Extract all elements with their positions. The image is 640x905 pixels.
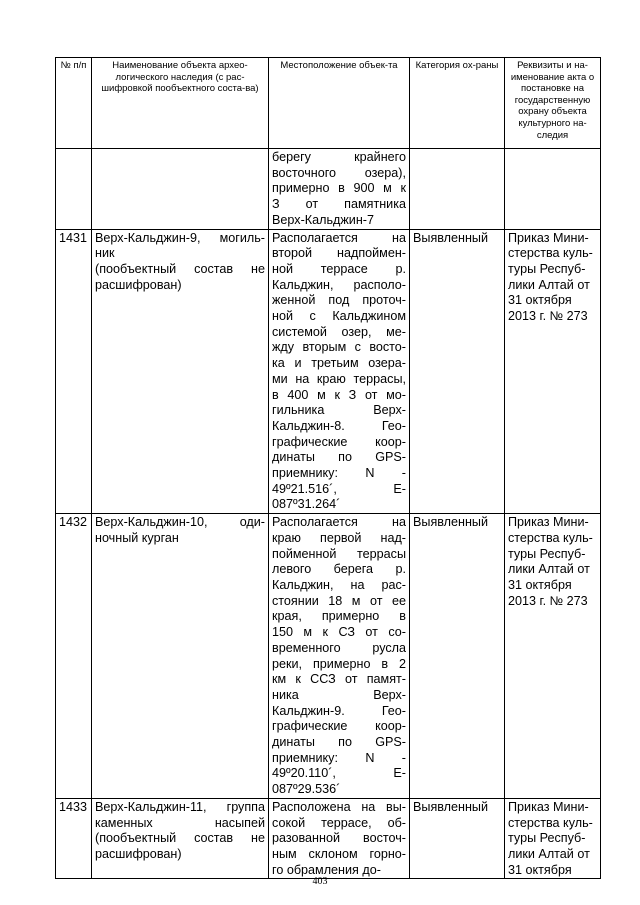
act-details-line: лики Алтай от	[508, 562, 590, 577]
location-line: примерно в 900 м к	[272, 181, 406, 196]
location-line: Кальджин-9. Гео-	[272, 703, 406, 718]
object-name-line: ночный курган	[95, 530, 179, 545]
object-name-line: расшифрован)	[95, 846, 182, 861]
location-line: 087º31.264´	[272, 497, 341, 512]
act-details-line: стерства куль-	[508, 815, 593, 830]
location-line: левого берега р.	[272, 562, 406, 577]
location-line: приемнику: N -	[272, 750, 406, 765]
location-line: ной с Кальджином	[272, 309, 406, 324]
act-details-line: 31 октября	[508, 293, 572, 308]
object-name-line: Верх-Кальджин-11, группа	[95, 799, 265, 814]
location-line: км к ССЗ от памят-	[272, 672, 406, 687]
location-line: ми на краю террасы,	[272, 371, 406, 386]
location-line: 49º21.516´, E-	[272, 481, 406, 496]
table-row	[56, 229, 601, 514]
continuation-location-cell	[269, 149, 410, 230]
location-line: приемнику: N -	[272, 466, 406, 481]
location-line: ка и третьим озера-	[272, 356, 406, 371]
object-name-cell	[92, 514, 269, 799]
location-line: Кальджин, на рас-	[272, 577, 406, 592]
location-line: Располагается на	[272, 230, 406, 245]
act-details-line: Приказ Мини-	[508, 799, 589, 814]
act-details-line: 2013 г. № 273	[508, 309, 588, 324]
act-details-line: 31 октября	[508, 577, 572, 592]
act-details-line: стерства куль-	[508, 246, 593, 261]
location-line: системой озер, ме-	[272, 324, 406, 339]
object-name-line: каменных насыпей	[95, 815, 265, 830]
category-cell: Выявленный	[410, 798, 505, 879]
object-name-cell	[92, 229, 269, 514]
object-name-line: (пообъектный состав не	[95, 261, 265, 276]
header-act-details: Реквизиты и на-именование акта о постановке на государственную охрану объекта культурного на-следия	[505, 58, 601, 149]
location-line: ным склоном горно-	[272, 846, 406, 861]
location-line: 150 м к СЗ от со-	[272, 625, 406, 640]
act-details-line: Приказ Мини-	[508, 230, 589, 245]
category-cell: Выявленный	[410, 229, 505, 514]
header-number: № п/п	[56, 58, 92, 149]
location-line: в 400 м к З от мо-	[272, 387, 406, 402]
page-number: 403	[312, 876, 328, 887]
act-details-line: лики Алтай от	[508, 846, 590, 861]
act-details-line: 2013 г. № 273	[508, 593, 588, 608]
location-line: динаты по GPS-	[272, 735, 406, 750]
object-name-line: расшифрован)	[95, 277, 182, 292]
location-line: 087º29.536´	[272, 782, 341, 797]
continuation-name-cell	[92, 149, 269, 230]
location-line: стоянии 18 м от ее	[272, 593, 406, 608]
act-details-line: туры Респуб-	[508, 831, 586, 846]
row-number-cell: 1432	[56, 514, 92, 799]
location-cell	[269, 514, 410, 799]
location-line: берегу крайнего	[272, 150, 406, 164]
act-details-line: туры Респуб-	[508, 261, 586, 276]
location-line: жду вторым с восто-	[272, 340, 406, 355]
act-details-line: Приказ Мини-	[508, 515, 589, 530]
continuation-category-cell	[410, 149, 505, 230]
location-line: реки, примерно в 2	[272, 656, 406, 671]
location-line: разованной восточ-	[272, 831, 406, 846]
location-line: З от памятника	[272, 197, 406, 212]
location-line: второй надпоймен-	[272, 246, 406, 261]
header-category: Категория ох-раны	[410, 58, 505, 149]
location-line: графические коор-	[272, 434, 406, 449]
location-line: Верх-Кальджин-7	[272, 212, 374, 227]
act-details-cell	[505, 229, 601, 514]
location-line: женной под проточ-	[272, 293, 406, 308]
object-name-line: ник	[95, 246, 115, 261]
location-line: Расположена на вы-	[272, 799, 406, 814]
row-number-cell: 1433	[56, 798, 92, 879]
location-line: пойменной террасы	[272, 546, 406, 561]
continuation-number-cell	[56, 149, 92, 230]
location-cell	[269, 798, 410, 879]
location-line: сокой террасе, об-	[272, 815, 406, 830]
location-line: гильника Верх-	[272, 403, 406, 418]
register-table	[55, 57, 601, 879]
act-details-cell	[505, 798, 601, 879]
location-line: края, примерно в	[272, 609, 406, 624]
location-line: Располагается на	[272, 515, 406, 530]
act-details-line: лики Алтай от	[508, 277, 590, 292]
act-details-line: 31 октября	[508, 862, 572, 877]
location-line: ника Верх-	[272, 687, 406, 702]
location-line: временного русла	[272, 640, 406, 655]
location-line: го обрамления до-	[272, 862, 381, 877]
object-name-cell	[92, 798, 269, 879]
object-name-line: Верх-Кальджин-10, оди-	[95, 515, 265, 530]
object-name-line: (пообъектный состав не	[95, 831, 265, 846]
act-details-line: туры Респуб-	[508, 546, 586, 561]
header-object-name: Наименование объекта архео-логического наследия (с рас-шифровкой пообъектного соста-ва)	[92, 58, 269, 149]
location-line: восточного озера),	[272, 165, 406, 180]
location-line: 49º20.110´, E-	[272, 766, 406, 781]
row-number-cell: 1431	[56, 229, 92, 514]
location-line: Кальджин-8. Гео-	[272, 418, 406, 433]
location-line: краю первой над-	[272, 530, 406, 545]
location-line: ной террасе р.	[272, 261, 406, 276]
location-line: графические коор-	[272, 719, 406, 734]
category-cell: Выявленный	[410, 514, 505, 799]
act-details-line: стерства куль-	[508, 530, 593, 545]
object-name-line: Верх-Кальджин-9, могиль-	[95, 230, 265, 245]
act-details-cell	[505, 514, 601, 799]
location-cell	[269, 229, 410, 514]
continuation-act-cell	[505, 149, 601, 230]
table-header-row	[56, 58, 601, 149]
header-location: Местоположение объек-та	[269, 58, 410, 149]
location-line: динаты по GPS-	[272, 450, 406, 465]
table-row	[56, 798, 601, 879]
location-line: Кальджин, располо-	[272, 277, 406, 292]
continuation-row	[56, 149, 601, 230]
table-row	[56, 514, 601, 799]
